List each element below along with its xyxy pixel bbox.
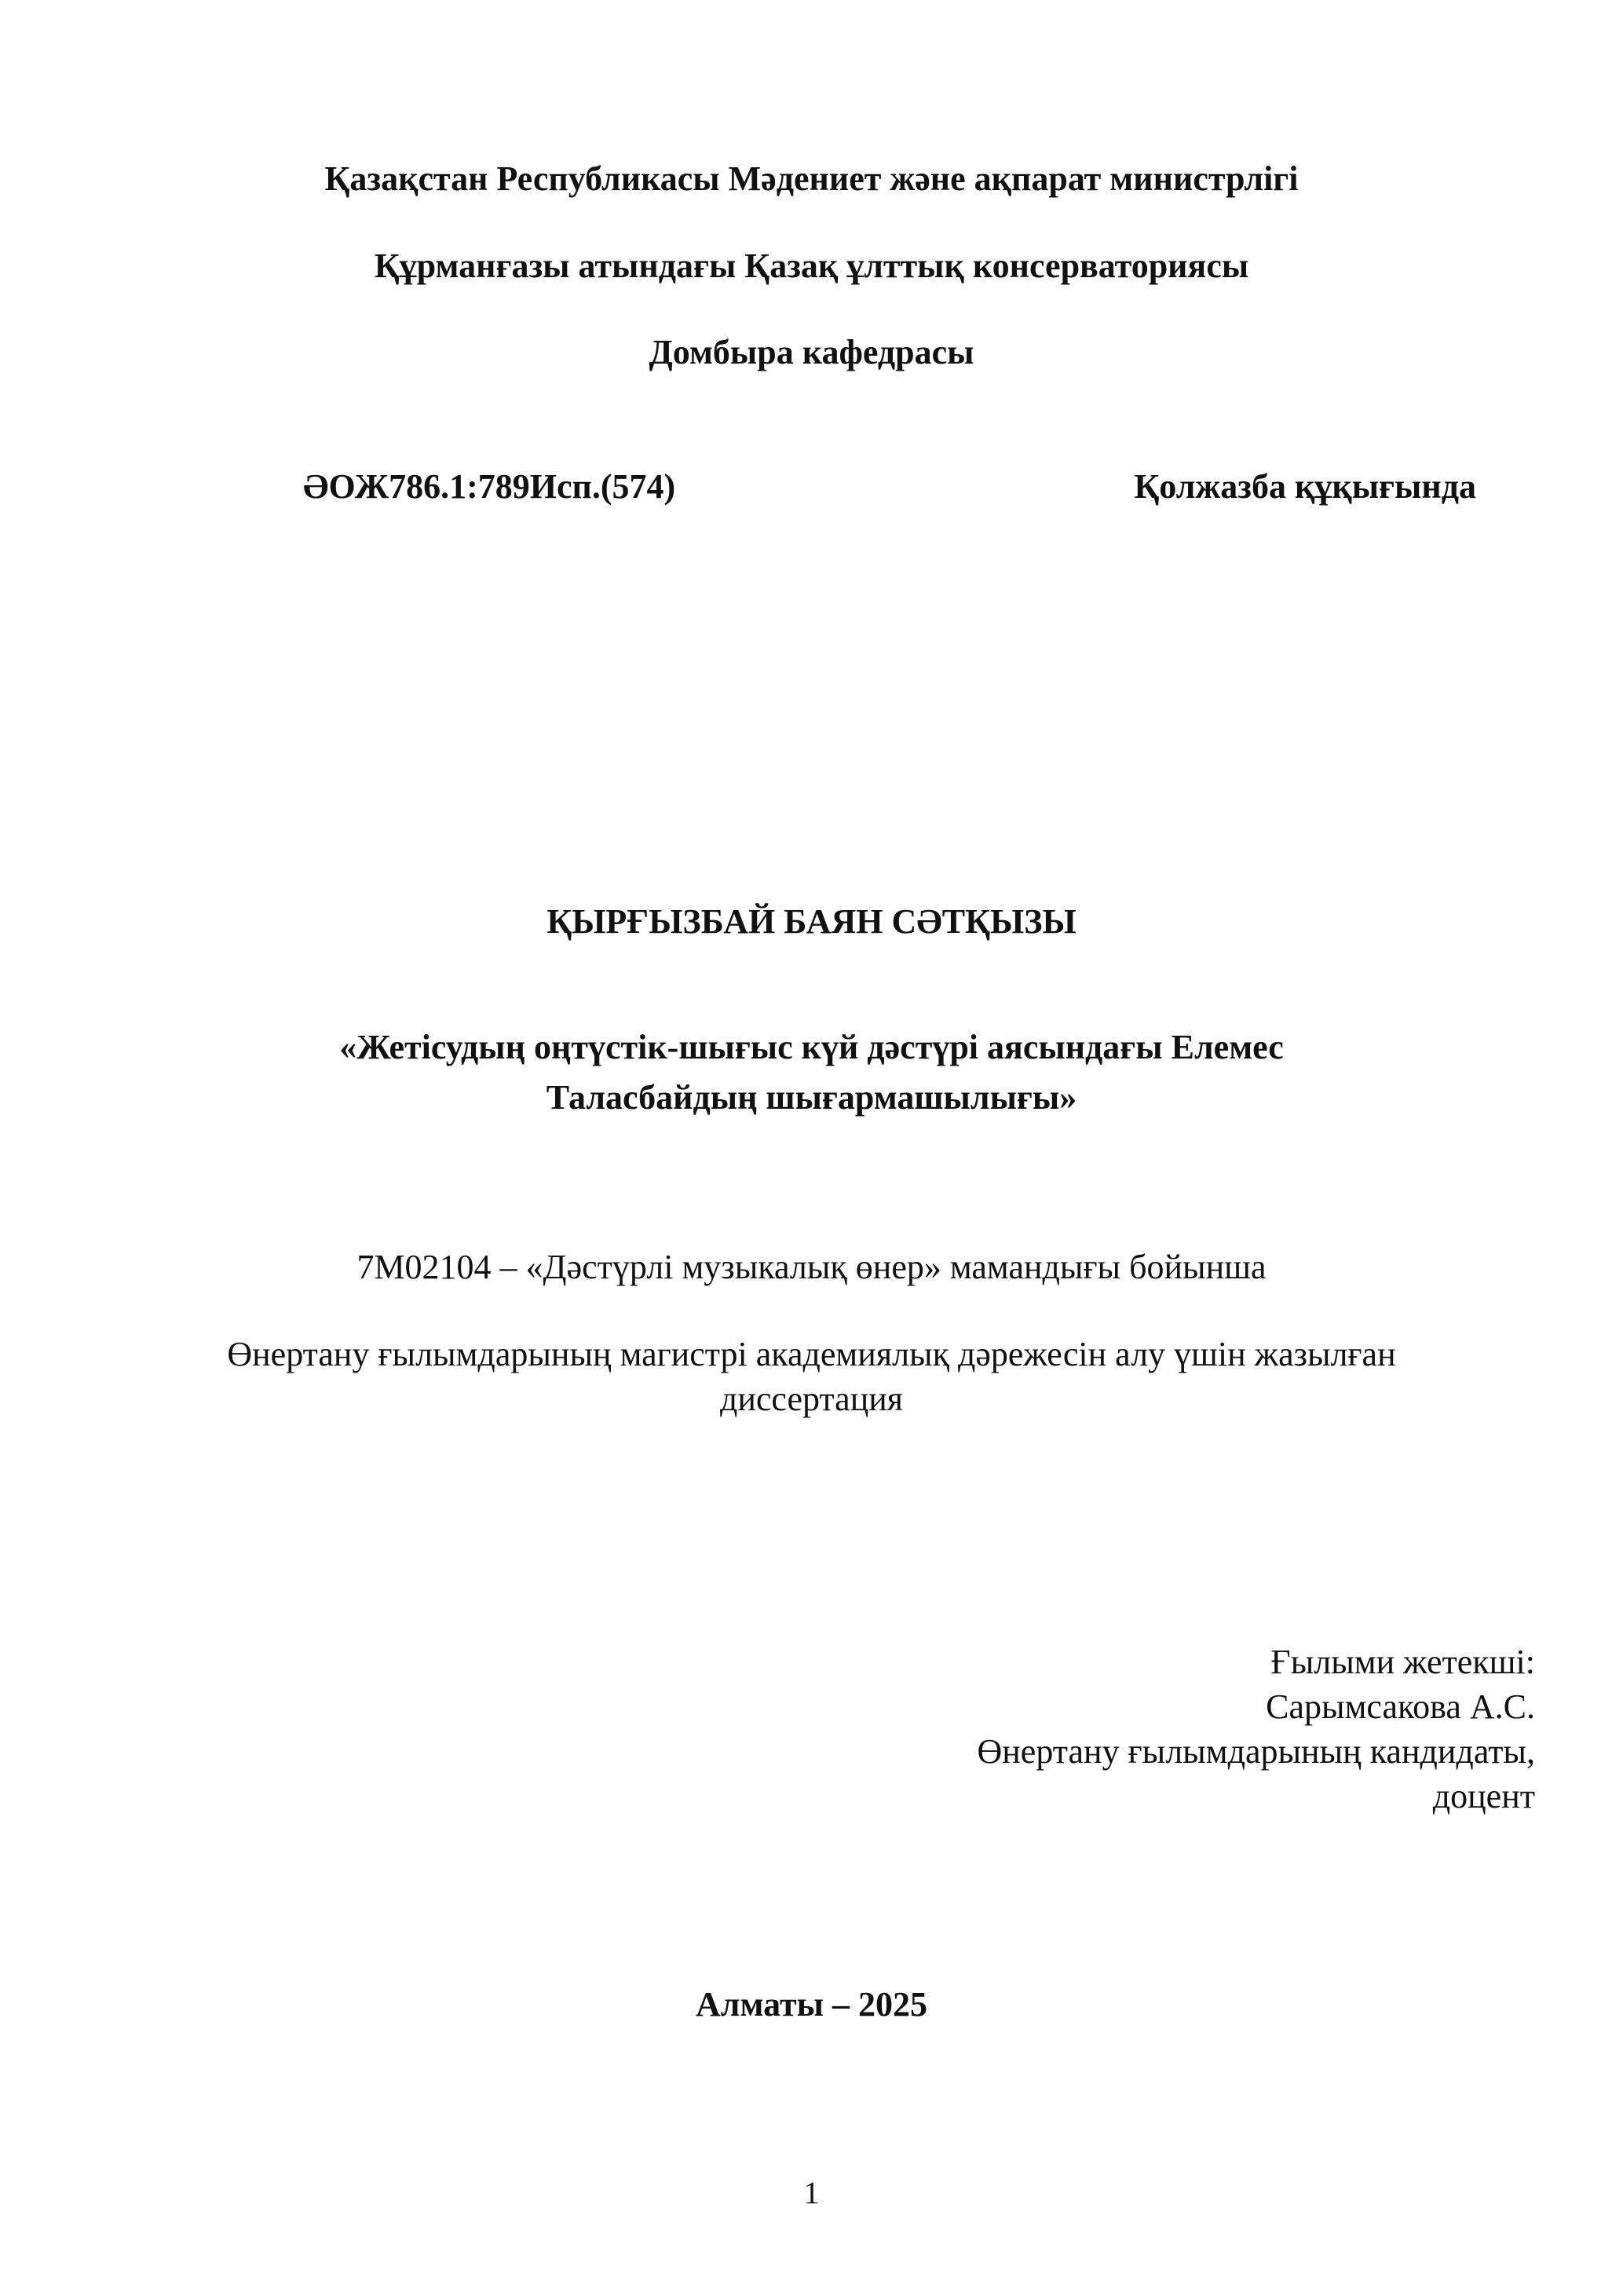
degree-purpose-line1: Өнертану ғылымдарының магистрі академиялық дәрежесін алу үшін жазылған <box>227 1335 1396 1373</box>
ministry-heading: Қазақстан Республикасы Мәдениет және ақпарат министрлігі <box>324 159 1299 198</box>
author-name: ҚЫРҒЫЗБАЙ БАЯН СӘТҚЫЗЫ <box>546 902 1077 941</box>
dissertation-title-line1: «Жетісудың оңтүстік-шығыс күй дәстүрі аясындағы Елемес <box>339 1028 1284 1066</box>
city-year: Алматы – 2025 <box>696 1985 927 2024</box>
supervisor-label: Ғылыми жетекші: <box>1270 1643 1535 1681</box>
supervisor-degree: Өнертану ғылымдарының кандидаты, <box>977 1732 1535 1771</box>
supervisor-name: Сарымсакова А.С. <box>1266 1687 1535 1726</box>
udc-code: ӘОЖ786.1:789Исп.(574) <box>303 467 676 506</box>
manuscript-rights: Қолжазба құқығында <box>1134 467 1476 506</box>
degree-purpose-line2: диссертация <box>719 1380 904 1418</box>
supervisor-title: доцент <box>1432 1777 1535 1815</box>
specialty-line: 7М02104 – «Дәстүрлі музыкалық өнер» мамандығы бойынша <box>356 1248 1267 1286</box>
conservatory-heading: Құрманғазы атындағы Қазақ ұлттық консерваториясы <box>374 247 1249 285</box>
page-number: 1 <box>803 2175 820 2210</box>
dissertation-title-line2: Таласбайдың шығармашылығы» <box>546 1078 1077 1117</box>
department-heading: Домбыра кафедрасы <box>649 333 974 371</box>
